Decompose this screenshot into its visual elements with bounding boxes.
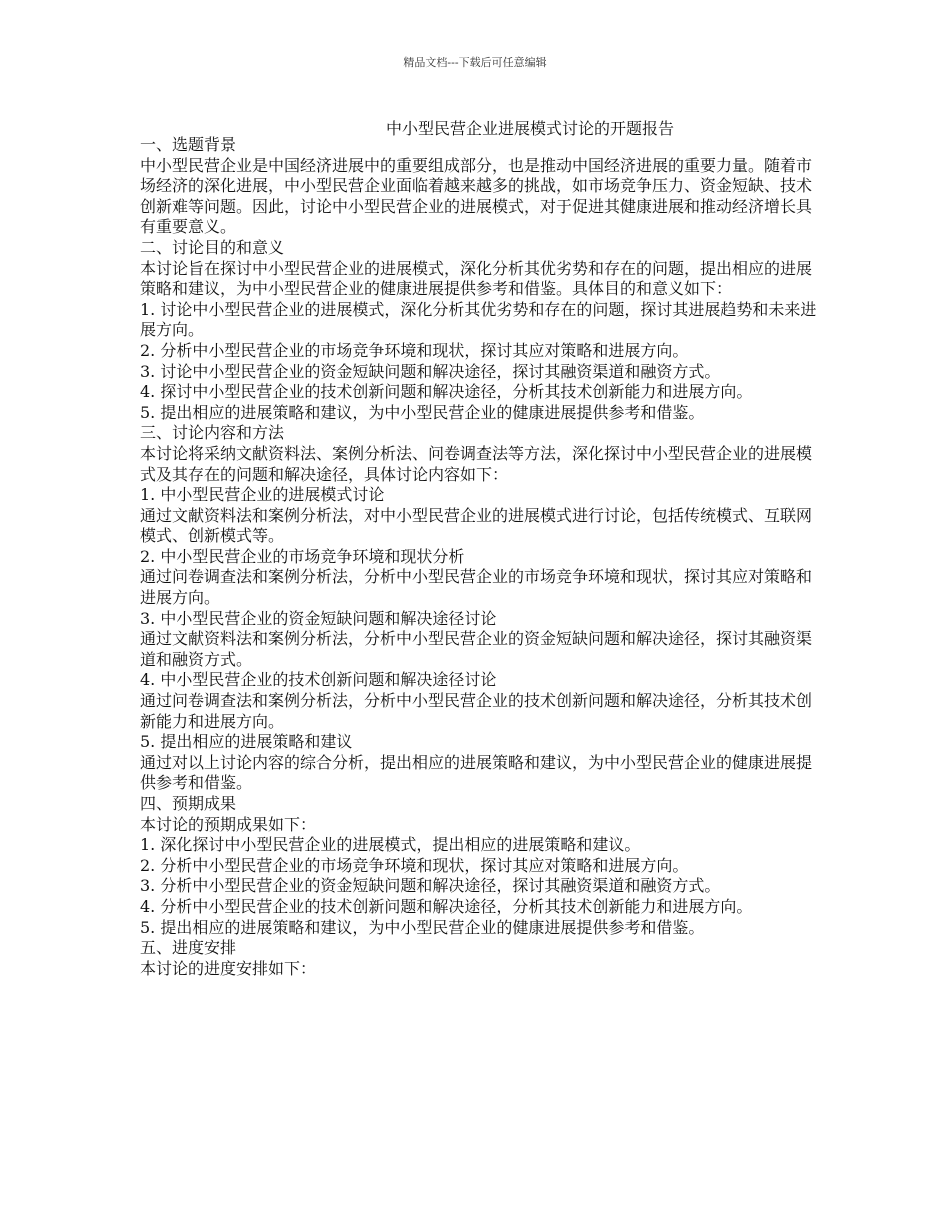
list-item: 2. 分析中小型民营企业的市场竞争环境和现状，探讨其应对策略和进展方向。 (140, 855, 689, 875)
section-heading-content-methods: 三、讨论内容和方法 (140, 423, 285, 443)
section-heading-background: 一、选题背景 (140, 135, 237, 154)
list-item: 4. 探讨中小型民营企业的技术创新问题和解决途径，分析其技术创新能力和进展方向。 (140, 382, 753, 402)
list-item: 5. 提出相应的进展策略和建议，为中小型民营企业的健康进展提供参考和借鉴。 (140, 402, 705, 422)
section-heading-purpose: 二、讨论目的和意义 (140, 237, 285, 257)
subheading: 2. 中小型民营企业的市场竞争环境和现状分析 (140, 546, 465, 566)
paragraph: 中小型民营企业是中国经济进展中的重要组成部分，也是推动中国经济进展的重要力量。随着市场经济的深化进展，中小型民营企业面临着越来越多的挑战，如市场竞争压力、资金短缺、技术创新难等问题。因此，讨论中小型民营企业的进展模式，对于促进其健康进展和推动经济增长具有重要意义。 (140, 155, 813, 237)
document-title: 中小型民营企业进展模式讨论的开题报告 (385, 119, 674, 138)
list-item: 3. 讨论中小型民营企业的资金短缺问题和解决途径，探讨其融资渠道和融资方式。 (140, 361, 721, 381)
paragraph: 本讨论旨在探讨中小型民营企业的进展模式，深化分析其优劣势和存在的问题，提出相应的进展策略和建议，为中小型民营企业的健康进展提供参考和借鉴。具体目的和意义如下： (140, 258, 813, 299)
subheading: 1. 中小型民营企业的进展模式讨论 (140, 485, 385, 505)
paragraph: 通过对以上讨论内容的综合分析，提出相应的进展策略和建议，为中小型民营企业的健康进展提供参考和借鉴。 (140, 752, 813, 793)
section-heading-schedule: 五、进度安排 (140, 938, 237, 958)
list-item: 3. 分析中小型民营企业的资金短缺问题和解决途径，探讨其融资渠道和融资方式。 (140, 876, 721, 896)
paragraph: 本讨论的进度安排如下： (140, 958, 317, 978)
list-item: 1. 讨论中小型民营企业的进展模式，深化分析其优劣势和存在的问题，探讨其进展趋势和未来进展方向。 (140, 299, 817, 340)
paragraph: 通过问卷调查法和案例分析法，分析中小型民营企业的市场竞争环境和现状，探讨其应对策略和进展方向。 (140, 567, 813, 608)
paragraph: 通过文献资料法和案例分析法，分析中小型民营企业的资金短缺问题和解决途径，探讨其融资渠道和融资方式。 (140, 629, 813, 669)
list-item: 5. 提出相应的进展策略和建议，为中小型民营企业的健康进展提供参考和借鉴。 (140, 917, 705, 937)
subheading: 3. 中小型民营企业的资金短缺问题和解决途径讨论 (140, 608, 497, 628)
list-item: 4. 分析中小型民营企业的技术创新问题和解决途径，分析其技术创新能力和进展方向。 (140, 896, 753, 916)
page-header: 精品文档---下载后可任意编辑 (403, 56, 547, 69)
paragraph: 本讨论将采纳文献资料法、案例分析法、问卷调查法等方法，深化探讨中小型民营企业的进展模式及其存在的问题和解决途径，具体讨论内容如下： (140, 443, 813, 484)
paragraph: 通过问卷调查法和案例分析法，分析中小型民营企业的技术创新问题和解决途径，分析其技术创新能力和进展方向。 (140, 691, 813, 731)
list-item: 2. 分析中小型民营企业的市场竞争环境和现状，探讨其应对策略和进展方向。 (140, 340, 689, 360)
paragraph: 本讨论的预期成果如下： (140, 814, 317, 834)
list-item: 1. 深化探讨中小型民营企业的进展模式，提出相应的进展策略和建议。 (140, 835, 641, 855)
section-heading-expected-results: 四、预期成果 (140, 794, 237, 813)
subheading: 4. 中小型民营企业的技术创新问题和解决途径讨论 (140, 670, 497, 690)
paragraph: 通过文献资料法和案例分析法，对中小型民营企业的进展模式进行讨论，包括传统模式、互联网模式、创新模式等。 (140, 505, 813, 546)
subheading: 5. 提出相应的进展策略和建议 (140, 732, 353, 752)
document-body (140, 135, 820, 979)
